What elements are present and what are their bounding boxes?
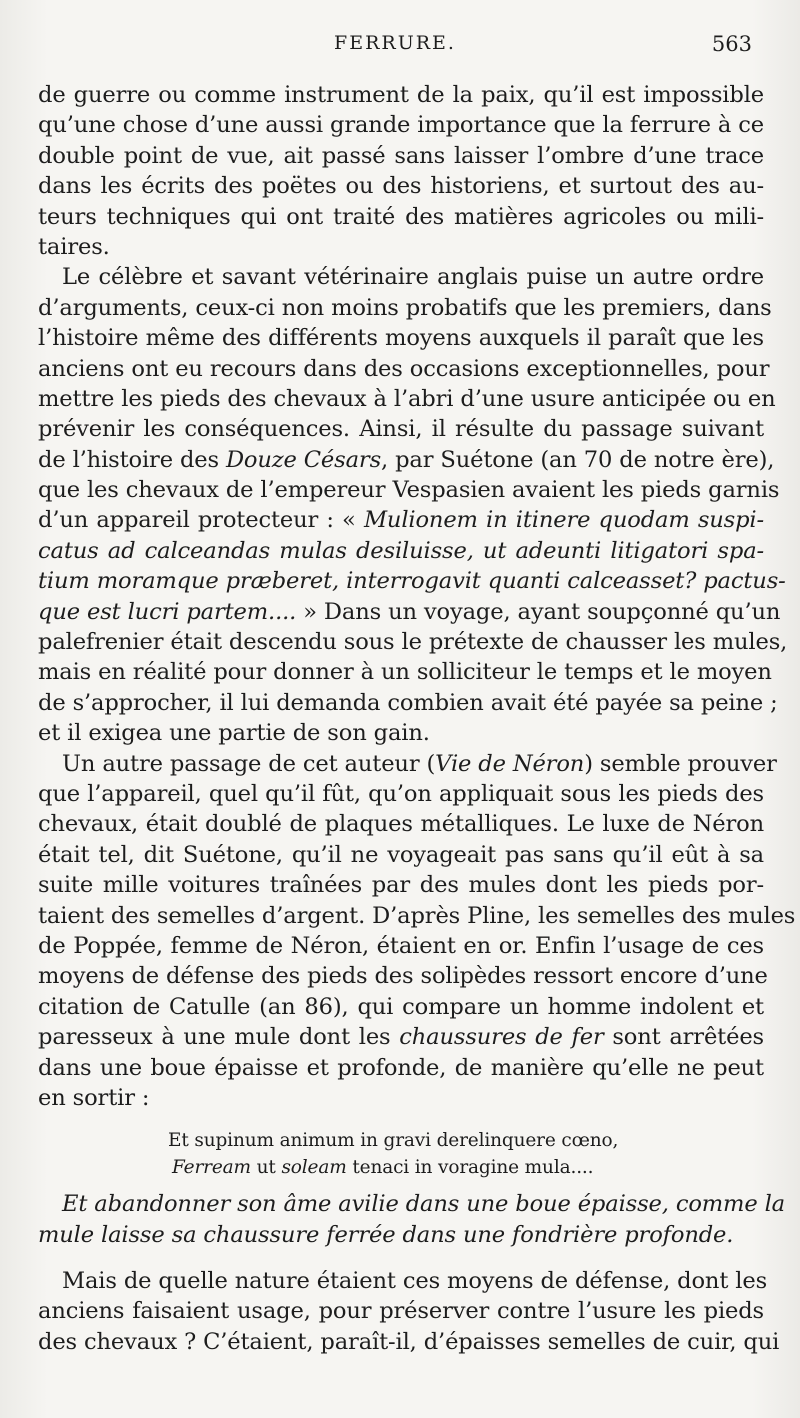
text-run: sont arrêtées xyxy=(603,1024,764,1051)
page-number: 563 xyxy=(711,32,752,56)
text-run: ) semble prouver xyxy=(584,750,777,777)
text-run: paresseux à une mule dont les xyxy=(38,1024,400,1051)
latin-quote-line: tium moramque præberet, interrogavit quanti calceasset? pactus- xyxy=(38,568,786,595)
translation-line: Et abandonner son âme avilie dans une boue épaisse, comme la xyxy=(62,1191,785,1218)
text-line: palefrenier était descendu sous le prétexte de chausser les mules, xyxy=(38,629,788,656)
text-line: teurs techniques qui ont traité des matières agricoles ou mili- xyxy=(38,203,764,230)
text-line: de s’approcher, il lui demanda combien avait été payée sa peine ; xyxy=(38,689,778,716)
page-header xyxy=(38,30,752,60)
verse-italic-word: Ferream xyxy=(172,1157,251,1179)
verse-line xyxy=(168,1154,764,1181)
paragraph-4 xyxy=(38,1266,780,1357)
text-line: moyens de défense des pieds des solipèdes ressort encore d’une xyxy=(38,963,768,990)
text-line: mettre les pieds des chevaux à l’abri d’une usure anticipée ou en xyxy=(38,385,776,412)
verse-line: Et supinum animum in gravi derelinquere cœno, xyxy=(168,1130,619,1152)
paragraph-1 xyxy=(38,80,764,262)
latin-quote-line: catus ad calceandas mulas desiluisse, ut adeunti litigatori spa- xyxy=(38,537,764,564)
text-line: mais en réalité pour donner à un solliciteur le temps et le moyen xyxy=(38,659,772,686)
text-line: chevaux, était doublé de plaques métalliques. Le luxe de Néron xyxy=(38,811,764,838)
verse-quote xyxy=(168,1127,764,1181)
text-line: double point de vue, ait passé sans laisser l’ombre d’une trace xyxy=(38,142,764,169)
text-line: qu’une chose d’une aussi grande importance que la ferrure à ce xyxy=(38,112,764,139)
emphasis-italic: chaussures de fer xyxy=(399,1024,604,1051)
text-line: d’arguments, ceux-ci non moins probatifs que les premiers, dans xyxy=(38,294,772,321)
text-line: de Poppée, femme de Néron, étaient en or. Enfin l’usage de ces xyxy=(38,932,764,959)
translation-line: mule laisse sa chaussure ferrée dans une fondrière profonde. xyxy=(38,1221,734,1248)
text-run: Un autre passage de cet auteur ( xyxy=(62,750,436,777)
paragraph-3 xyxy=(38,749,796,1114)
text-line xyxy=(38,749,777,779)
text-line xyxy=(38,1022,764,1052)
text-line: anciens ont eu recours dans des occasions exceptionnelles, pour xyxy=(38,355,770,382)
text-line: l’histoire même des différents moyens auxquels il paraît que les xyxy=(38,325,764,352)
latin-quote: Mulionem in itinere quodam suspi- xyxy=(363,507,764,534)
text-run: de l’histoire des xyxy=(38,446,226,473)
text-line: dans les écrits des poëtes ou des historiens, et surtout des au- xyxy=(38,173,764,200)
text-line: suite mille voitures traînées par des mules dont les pieds por- xyxy=(38,872,764,899)
text-line: et il exigea une partie de son gain. xyxy=(38,720,430,747)
text-run: d’un appareil protecteur : « xyxy=(38,507,364,534)
text-run: » Dans un voyage, ayant soupçonné qu’un xyxy=(296,598,781,625)
text-line: taires. xyxy=(38,233,110,260)
page-body xyxy=(38,80,796,1357)
text-line: citation de Catulle (an 86), qui compare un homme indolent et xyxy=(38,993,764,1020)
latin-quote: que est lucri partem.... xyxy=(38,598,297,625)
verse-italic-word: soleam xyxy=(281,1157,347,1179)
text-run: , par Suétone (an 70 de notre ère), xyxy=(381,446,775,473)
text-run: ut xyxy=(250,1157,282,1179)
text-line: était tel, dit Suétone, qu’il ne voyageait pas sans qu’il eût à sa xyxy=(38,841,764,868)
book-title-italic: Vie de Néron xyxy=(435,750,585,777)
text-line: prévenir les conséquences. Ainsi, il résulte du passage suivant xyxy=(38,416,764,443)
text-line: des chevaux ? C’étaient, paraît-il, d’épaisses semelles de cuir, qui xyxy=(38,1328,780,1355)
text-line xyxy=(38,445,775,475)
text-line: en sortir : xyxy=(38,1084,150,1111)
text-line: taient des semelles d’argent. D’après Pline, les semelles des mules xyxy=(38,902,796,929)
text-line: Le célèbre et savant vétérinaire anglais puise un autre ordre xyxy=(62,264,764,291)
running-title: FERRURE. xyxy=(334,32,456,54)
text-line: que l’appareil, quel qu’il fût, qu’on appliquait sous les pieds des xyxy=(38,780,764,807)
paragraph-gap xyxy=(38,1250,764,1266)
text-line xyxy=(38,597,781,627)
text-line: dans une boue épaisse et profonde, de manière qu’elle ne peut xyxy=(38,1054,764,1081)
text-line xyxy=(38,505,764,535)
paragraph-2 xyxy=(38,262,788,748)
verse-translation xyxy=(38,1189,785,1250)
text-line: de guerre ou comme instrument de la paix, qu’il est impossible xyxy=(38,82,764,108)
text-line: anciens faisaient usage, pour préserver contre l’usure les pieds xyxy=(38,1298,764,1325)
text-run: tenaci in voragine mula.... xyxy=(346,1157,594,1179)
text-line: Mais de quelle nature étaient ces moyens de défense, dont les xyxy=(62,1268,768,1295)
text-line: que les chevaux de l’empereur Vespasien avaient les pieds garnis xyxy=(38,477,780,504)
book-title-italic: Douze Césars xyxy=(225,446,382,473)
